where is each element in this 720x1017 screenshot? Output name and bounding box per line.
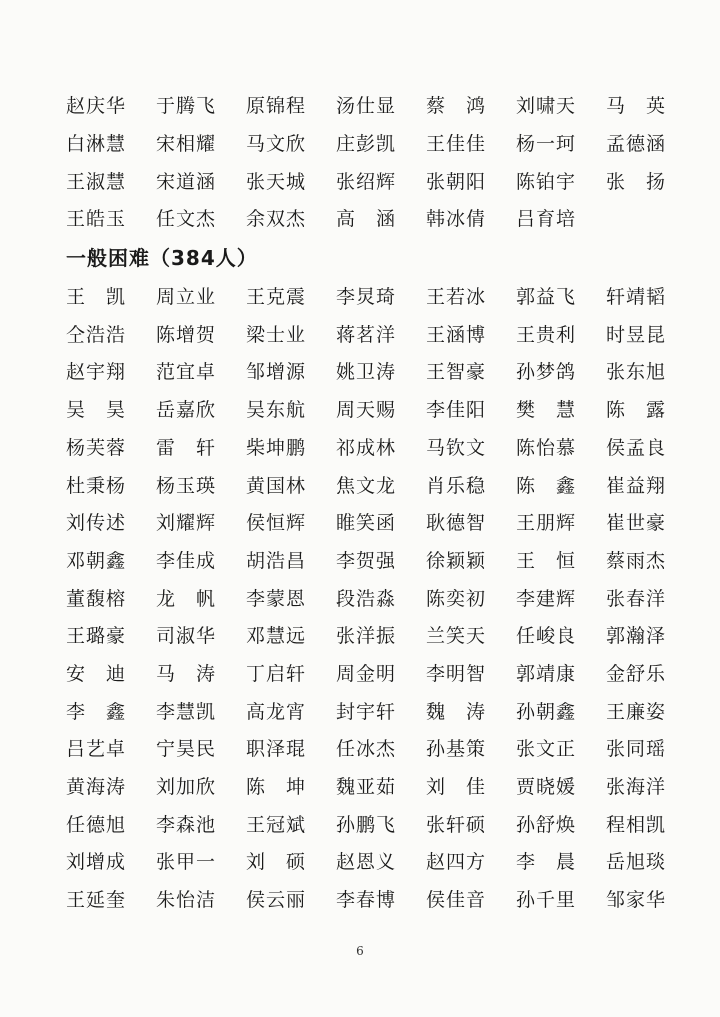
name-entry: 张轩硕 [426,813,487,836]
name-entry: 任冰杰 [336,738,397,761]
name-entry: 余双杰 [246,208,307,231]
name-entry: 杜秉杨 [66,474,127,497]
name-entry: 肖乐稳 [426,474,487,497]
name-entry: 司淑华 [156,625,217,648]
name-entry: 范宜卓 [156,361,217,384]
name-entry: 兰笑天 [426,625,487,648]
name-entry: 职泽琨 [246,738,307,761]
name-entry: 王涵博 [426,323,487,346]
name-row [66,541,696,579]
name-entry: 轩靖韬 [606,286,667,309]
name-row [66,616,696,654]
name-entry: 刘耀辉 [156,512,217,535]
name-entry: 孙朝鑫 [516,700,577,723]
name-entry: 马文欣 [246,133,307,156]
name-entry: 侯佳音 [426,889,487,912]
name-entry: 贾晓媛 [516,776,577,799]
name-entry: 高 涵 [336,208,397,231]
name-entry: 邓朝鑫 [66,549,127,572]
name-entry: 杨一珂 [516,133,577,156]
name-entry: 李 鑫 [66,700,127,723]
name-row [66,691,696,729]
name-entry: 马 英 [606,95,667,118]
name-row [66,352,696,390]
name-entry: 吴 昊 [66,399,127,422]
name-entry: 张甲一 [156,851,217,874]
name-entry: 蔡雨杰 [606,549,667,572]
name-entry: 王延奎 [66,889,127,912]
name-entry: 郭益飞 [516,286,577,309]
name-entry: 郭靖康 [516,662,577,685]
section-heading: 一般困难（384人） [66,246,258,271]
name-row [66,842,696,880]
name-entry: 陈 露 [606,399,667,422]
name-entry: 安 迪 [66,662,127,685]
name-entry: 周立业 [156,286,217,309]
name-entry: 赵四方 [426,851,487,874]
name-entry: 陈奕初 [426,587,487,610]
name-entry: 邓慧远 [246,625,307,648]
name-entry: 周天赐 [336,399,397,422]
name-row [66,578,696,616]
name-entry: 姚卫涛 [336,361,397,384]
top-name-block [66,86,696,237]
page-number: 6 [356,944,364,958]
name-entry: 程相凯 [606,813,667,836]
name-entry: 张洋振 [336,625,397,648]
name-entry: 李 晨 [516,851,577,874]
name-entry: 宋相耀 [156,133,217,156]
name-entry: 吕育培 [516,208,577,231]
name-entry: 赵宇翔 [66,361,127,384]
name-entry: 李慧凯 [156,700,217,723]
name-entry: 汤仕显 [336,95,397,118]
name-row [66,465,696,503]
name-list [66,86,696,917]
name-row [66,428,696,466]
name-entry: 侯恒辉 [246,512,307,535]
name-entry: 李森池 [156,813,217,836]
name-entry: 魏 涛 [426,700,487,723]
name-entry: 郭瀚泽 [606,625,667,648]
name-entry: 刘增成 [66,851,127,874]
name-entry: 陈怡慕 [516,436,577,459]
name-entry: 岳嘉欣 [156,399,217,422]
name-row [66,124,696,162]
name-entry: 蒋茗洋 [336,323,397,346]
name-entry: 孟德涵 [606,133,667,156]
name-entry: 陈 鑫 [516,474,577,497]
name-entry: 张朝阳 [426,170,487,193]
name-entry: 李建辉 [516,587,577,610]
name-entry: 庄彭凯 [336,133,397,156]
name-row [66,503,696,541]
name-entry: 张同瑶 [606,738,667,761]
name-entry: 张 扬 [606,170,667,193]
name-entry: 刘 佳 [426,776,487,799]
name-entry: 杨芙蓉 [66,436,127,459]
name-entry: 孙梦鸽 [516,361,577,384]
name-row [66,277,696,315]
name-entry: 宋道涵 [156,170,217,193]
name-entry: 侯云丽 [246,889,307,912]
name-entry: 王 恒 [516,549,577,572]
name-entry: 白淋慧 [66,133,127,156]
name-entry: 仝浩浩 [66,323,127,346]
name-row [66,767,696,805]
name-entry: 朱怡洁 [156,889,217,912]
name-entry: 张春洋 [606,587,667,610]
name-entry: 崔世豪 [606,512,667,535]
name-entry: 吴东航 [246,399,307,422]
name-entry: 封宇轩 [336,700,397,723]
name-entry: 梁士业 [246,323,307,346]
name-entry: 王若冰 [426,286,487,309]
name-entry: 耿德智 [426,512,487,535]
name-entry: 睢笑函 [336,512,397,535]
name-entry: 侯孟良 [606,436,667,459]
name-entry: 李明智 [426,662,487,685]
name-entry: 刘加欣 [156,776,217,799]
name-entry: 王璐豪 [66,625,127,648]
name-entry: 黄海涛 [66,776,127,799]
name-entry: 张绍辉 [336,170,397,193]
name-entry: 赵庆华 [66,95,127,118]
name-entry: 时昱昆 [606,323,667,346]
name-entry: 王克震 [246,286,307,309]
name-entry: 王朋辉 [516,512,577,535]
name-entry: 王智豪 [426,361,487,384]
name-entry: 孙鹏飞 [336,813,397,836]
name-entry: 徐颖颖 [426,549,487,572]
name-entry: 任德旭 [66,813,127,836]
name-entry: 金舒乐 [606,662,667,685]
name-row [66,880,696,918]
name-entry: 刘传述 [66,512,127,535]
name-entry: 李蒙恩 [246,587,307,610]
name-entry: 王 凯 [66,286,127,309]
name-entry: 于腾飞 [156,95,217,118]
name-entry: 王佳佳 [426,133,487,156]
name-row [66,729,696,767]
name-entry: 孙千里 [516,889,577,912]
name-row [66,86,696,124]
name-entry: 蔡 鸿 [426,95,487,118]
name-entry: 董馥榕 [66,587,127,610]
name-row [66,161,696,199]
name-row [66,199,696,237]
name-entry: 高龙宵 [246,700,307,723]
name-entry: 胡浩昌 [246,549,307,572]
name-entry: 崔益翔 [606,474,667,497]
name-entry: 段浩淼 [336,587,397,610]
name-entry: 王贵利 [516,323,577,346]
name-entry: 孙舒焕 [516,813,577,836]
name-entry: 邹增源 [246,361,307,384]
name-entry: 李春博 [336,889,397,912]
name-row [66,654,696,692]
name-row [66,804,696,842]
name-entry: 黄国林 [246,474,307,497]
name-entry: 陈铂宇 [516,170,577,193]
name-entry: 陈 坤 [246,776,307,799]
name-entry: 龙 帆 [156,587,217,610]
name-entry: 雷 轩 [156,436,217,459]
name-entry: 刘啸天 [516,95,577,118]
name-entry: 柴坤鹏 [246,436,307,459]
name-entry: 任峻良 [516,625,577,648]
name-entry: 张东旭 [606,361,667,384]
name-entry: 樊 慧 [516,399,577,422]
name-entry: 邹家华 [606,889,667,912]
name-entry: 丁启轩 [246,662,307,685]
name-entry: 刘 硕 [246,851,307,874]
name-entry: 韩冰倩 [426,208,487,231]
name-entry: 杨玉瑛 [156,474,217,497]
name-entry: 张文正 [516,738,577,761]
name-entry: 张海洋 [606,776,667,799]
name-entry: 魏亚茹 [336,776,397,799]
name-entry: 焦文龙 [336,474,397,497]
general-difficulty-name-block [66,277,696,918]
name-entry: 王皓玉 [66,208,127,231]
name-entry: 李佳阳 [426,399,487,422]
name-entry: 李贺强 [336,549,397,572]
name-row [66,314,696,352]
name-entry: 周金明 [336,662,397,685]
name-entry: 李佳成 [156,549,217,572]
name-entry: 李炅琦 [336,286,397,309]
name-entry: 陈增贺 [156,323,217,346]
name-entry: 吕艺卓 [66,738,127,761]
name-entry: 孙基策 [426,738,487,761]
name-entry: 马钦文 [426,436,487,459]
name-entry: 王淑慧 [66,170,127,193]
name-entry: 任文杰 [156,208,217,231]
name-entry: 原锦程 [246,95,307,118]
name-row [66,390,696,428]
name-entry: 马 涛 [156,662,217,685]
name-entry: 张天城 [246,170,307,193]
name-entry: 赵恩义 [336,851,397,874]
name-entry: 宁昊民 [156,738,217,761]
name-entry: 王廉姿 [606,700,667,723]
name-entry: 岳旭琰 [606,851,667,874]
name-entry: 祁成林 [336,436,397,459]
name-entry: 王冠斌 [246,813,307,836]
